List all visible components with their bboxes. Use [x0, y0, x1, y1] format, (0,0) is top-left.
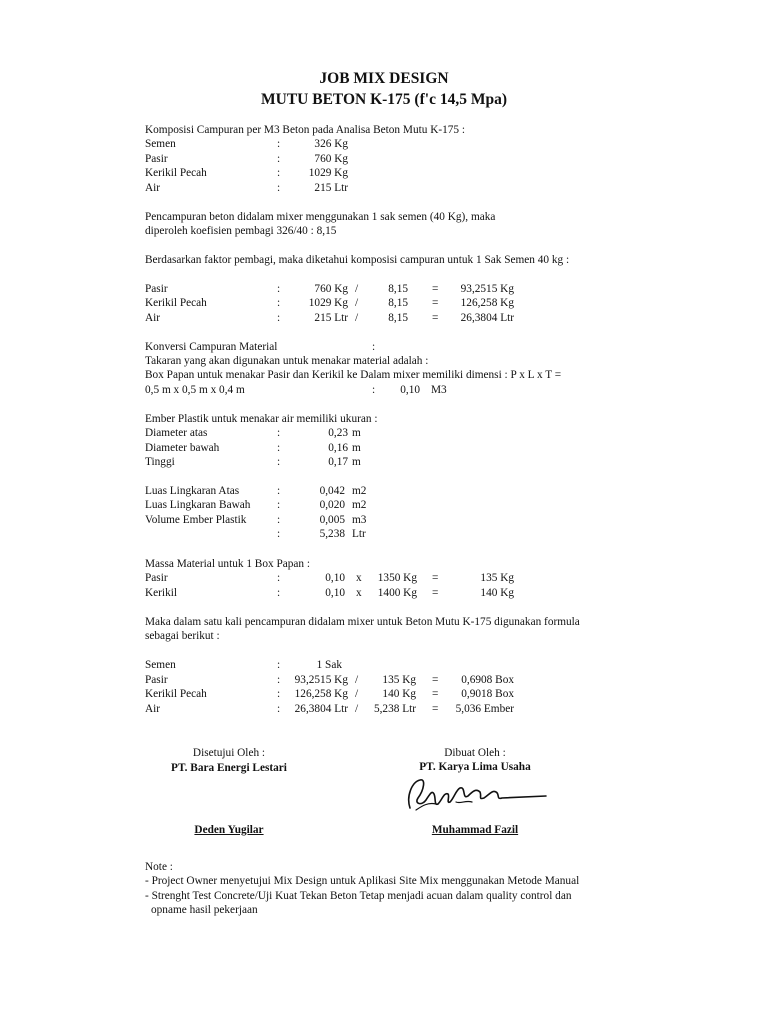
luas-unit: m2	[352, 485, 367, 497]
massa-value: 0,10	[325, 587, 345, 599]
divide-operator: /	[355, 688, 359, 700]
konversi-line-1: Takaran yang akan digunakan untuk menakar material adalah :	[145, 355, 429, 367]
approver-name: Deden Yugilar	[194, 824, 264, 836]
equals-sign: =	[432, 283, 439, 295]
note-line-1: - Project Owner menyetujui Mix Design untuk Aplikasi Site Mix menggunakan Metode Manual	[145, 875, 580, 887]
berdasarkan-value: 215 Ltr	[314, 312, 348, 324]
equals-sign: =	[432, 674, 439, 686]
divide-operator: /	[355, 703, 359, 715]
komposisi-value: 326 Kg	[314, 138, 348, 150]
colon: :	[277, 659, 281, 671]
massa-value: 0,10	[325, 572, 345, 584]
massa-intro: Massa Material untuk 1 Box Papan :	[145, 558, 311, 570]
formula-line-2: sebagai berikut :	[145, 630, 220, 642]
berdasarkan-label: Pasir	[145, 283, 168, 295]
note-line-3: opname hasil pekerjaan	[151, 904, 258, 916]
berdasarkan-result: 126,258 Kg	[460, 297, 514, 309]
pencampuran-line-2: diperoleh koefisien pembagi 326/40 : 8,15	[145, 225, 337, 237]
komposisi-value: 1029 Kg	[308, 167, 348, 179]
luas-label: Volume Ember Plastik	[145, 514, 247, 526]
berdasarkan-divisor: 8,15	[388, 312, 408, 324]
colon: :	[277, 283, 281, 295]
box-dimension-label: 0,5 m x 0,5 m x 0,4 m	[145, 384, 245, 396]
formula-value: 26,3804 Ltr	[294, 703, 348, 715]
konversi-heading: Konversi Campuran Material	[145, 341, 278, 353]
colon: :	[277, 297, 281, 309]
divide-operator: /	[355, 297, 359, 309]
equals-sign: =	[432, 703, 439, 715]
colon: :	[372, 341, 376, 353]
formula-value: 93,2515 Kg	[294, 674, 348, 686]
equals-sign: =	[432, 688, 439, 700]
box-volume-unit: M3	[431, 384, 447, 396]
colon: :	[277, 485, 281, 497]
formula-divisor: 135 Kg	[382, 674, 416, 686]
colon: :	[277, 528, 281, 540]
approved-by-caption: Disetujui Oleh :	[192, 747, 266, 759]
luas-unit: m2	[352, 499, 367, 511]
colon: :	[277, 703, 281, 715]
berdasarkan-result: 26,3804 Ltr	[460, 312, 514, 324]
formula-result: 0,9018 Box	[461, 688, 514, 700]
handwritten-signature	[396, 770, 548, 820]
note-line-2: - Strenght Test Concrete/Uji Kuat Tekan Beton Tetap menjadi acuan dalam quality control dan	[145, 890, 572, 902]
equals-sign: =	[432, 297, 439, 309]
ember-unit: m	[352, 427, 361, 439]
komposisi-intro: Komposisi Campuran per M3 Beton pada Analisa Beton Mutu K-175 :	[145, 124, 466, 136]
colon: :	[277, 456, 281, 468]
multiply-operator: x	[356, 587, 362, 599]
colon: :	[277, 572, 281, 584]
berdasarkan-label: Kerikil Pecah	[145, 297, 207, 309]
komposisi-label: Pasir	[145, 153, 168, 165]
colon: :	[277, 138, 281, 150]
massa-result: 140 Kg	[480, 587, 514, 599]
konversi-line-2: Box Papan untuk menakar Pasir dan Kerikil ke Dalam mixer memiliki dimensi : P x L x T =	[145, 369, 562, 381]
berdasarkan-divisor: 8,15	[388, 283, 408, 295]
formula-value: 126,258 Kg	[294, 688, 348, 700]
formula-label: Air	[145, 703, 161, 715]
made-by-caption: Dibuat Oleh :	[444, 747, 506, 759]
note-heading: Note :	[145, 861, 173, 873]
berdasarkan-divisor: 8,15	[388, 297, 408, 309]
berdasarkan-value: 760 Kg	[314, 283, 348, 295]
formula-value: 1 Sak	[316, 659, 342, 671]
maker-company: PT. Karya Lima Usaha	[419, 761, 531, 773]
luas-label: Luas Lingkaran Bawah	[145, 499, 251, 511]
colon: :	[277, 182, 281, 194]
ember-intro: Ember Plastik untuk menakar air memiliki ukuran :	[145, 413, 378, 425]
berdasarkan-result: 93,2515 Kg	[460, 283, 514, 295]
ember-value: 0,17	[328, 456, 348, 468]
ember-value: 0,23	[328, 427, 348, 439]
colon: :	[277, 427, 281, 439]
colon: :	[277, 312, 281, 324]
formula-line-1: Maka dalam satu kali pencampuran didalam mixer untuk Beton Mutu K-175 digunakan formula	[145, 616, 580, 628]
luas-label: Luas Lingkaran Atas	[145, 485, 240, 497]
ember-label: Diameter bawah	[145, 442, 220, 454]
komposisi-label: Kerikil Pecah	[145, 167, 207, 179]
luas-value: 0,042	[319, 485, 345, 497]
formula-label: Pasir	[145, 674, 168, 686]
colon: :	[277, 153, 281, 165]
divide-operator: /	[355, 312, 359, 324]
massa-result: 135 Kg	[480, 572, 514, 584]
luas-unit: Ltr	[352, 528, 366, 540]
colon: :	[277, 674, 281, 686]
massa-factor: 1350 Kg	[377, 572, 417, 584]
divide-operator: /	[355, 674, 359, 686]
ember-unit: m	[352, 442, 361, 454]
komposisi-label: Semen	[145, 138, 176, 150]
colon: :	[277, 167, 281, 179]
colon: :	[277, 587, 281, 599]
komposisi-value: 760 Kg	[314, 153, 348, 165]
colon: :	[277, 499, 281, 511]
massa-factor: 1400 Kg	[377, 587, 417, 599]
komposisi-label: Air	[145, 182, 161, 194]
komposisi-value: 215 Ltr	[314, 182, 348, 194]
massa-label: Pasir	[145, 572, 168, 584]
colon: :	[277, 688, 281, 700]
divide-operator: /	[355, 283, 359, 295]
approver-company: PT. Bara Energi Lestari	[171, 762, 287, 774]
luas-value: 0,005	[319, 514, 345, 526]
formula-label: Semen	[145, 659, 176, 671]
equals-sign: =	[432, 312, 439, 324]
massa-label: Kerikil	[145, 587, 177, 599]
luas-value: 5,238	[319, 528, 345, 540]
ember-unit: m	[352, 456, 361, 468]
colon: :	[372, 384, 376, 396]
formula-result: 5,036 Ember	[455, 703, 514, 715]
maker-name: Muhammad Fazil	[431, 824, 519, 836]
document-title: JOB MIX DESIGN	[319, 70, 449, 87]
berdasarkan-intro: Berdasarkan faktor pembagi, maka diketahui komposisi campuran untuk 1 Sak Semen 40 kg :	[145, 254, 570, 266]
pencampuran-line-1: Pencampuran beton didalam mixer menggunakan 1 sak semen (40 Kg), maka	[145, 211, 496, 223]
ember-label: Tinggi	[145, 456, 175, 468]
box-volume-value: 0,10	[400, 384, 420, 396]
multiply-operator: x	[356, 572, 362, 584]
colon: :	[277, 442, 281, 454]
formula-result: 0,6908 Box	[461, 674, 514, 686]
luas-value: 0,020	[319, 499, 345, 511]
colon: :	[277, 514, 281, 526]
ember-value: 0,16	[328, 442, 348, 454]
formula-divisor: 5,238 Ltr	[373, 703, 416, 715]
equals-sign: =	[432, 587, 439, 599]
document-subtitle: MUTU BETON K-175 (f'c 14,5 Mpa)	[261, 91, 507, 108]
formula-label: Kerikil Pecah	[145, 688, 207, 700]
berdasarkan-label: Air	[145, 312, 161, 324]
ember-label: Diameter atas	[145, 427, 208, 439]
berdasarkan-value: 1029 Kg	[308, 297, 348, 309]
equals-sign: =	[432, 572, 439, 584]
luas-unit: m3	[352, 514, 367, 526]
formula-divisor: 140 Kg	[382, 688, 416, 700]
